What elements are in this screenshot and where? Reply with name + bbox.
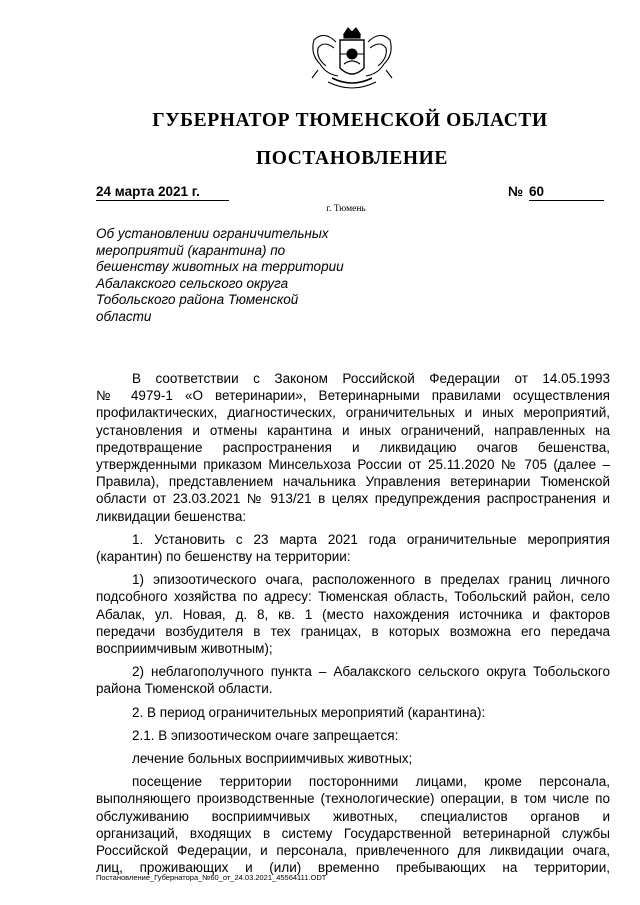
subject-line: мероприятий (карантина) по: [96, 242, 286, 258]
body-line: района Тюменской области.: [96, 681, 273, 697]
clause-2-1-item-visits: [96, 773, 610, 876]
preamble-paragraph: [96, 370, 610, 525]
body-line: посещение территории посторонними лицами, кроме персонала,: [132, 774, 610, 790]
body-line: 1. Установить с 23 марта 2021 года ограничительные мероприятия: [132, 531, 610, 547]
file-name-footer: Постановление_Губернатора_№60_от_24.03.2021_45564111.ODT: [96, 873, 327, 882]
body-line: 2.1. В эпизоотическом очаге запрещается:: [132, 727, 399, 743]
body-line: ликвидации бешенства:: [96, 508, 247, 524]
body-line: лиц, проживающих и (или) временно пребывающих на территории,: [96, 860, 610, 876]
body-line: № 4979-1 «О ветеринарии», Ветеринарными правилами осуществления: [96, 388, 610, 404]
document-number: 60: [529, 184, 604, 201]
document-date: 24 марта 2021 г.: [96, 184, 229, 201]
clause-1-item-1: [96, 571, 610, 657]
clause-2: [96, 704, 610, 721]
body-line: восприимчивым животным);: [96, 641, 273, 657]
subject-line: области: [96, 308, 152, 324]
clause-1-item-2: [96, 663, 610, 697]
body-line: 2. В период ограничительных мероприятий (карантина):: [132, 704, 486, 720]
body-line: 1) эпизоотического очага, расположенного в пределах границ личного: [132, 572, 610, 588]
subject-line: Об установлении ограничительных: [96, 226, 329, 241]
subject-line: Тобольского района Тюменской: [96, 292, 299, 307]
body-line: обслуживанию восприимчивых животных, специалистов органов и: [96, 808, 610, 824]
body-line: Российской Федерации, и персонала, привлеченного для ликвидации очага,: [96, 843, 610, 859]
document-type-title: ПОСТАНОВЛЕНИЕ: [255, 148, 449, 169]
body-line: Абалак, ул. Новая, д. 8, кв. 1 (место нахождения источника и факторов: [96, 606, 610, 622]
body-line: установления и отмены карантина и иных ограничений, направленных на: [96, 422, 610, 438]
city-of-issue: г. Тюмень: [326, 204, 366, 214]
document-body: [96, 370, 610, 876]
subject-line: бешенству животных на территории: [96, 259, 344, 274]
body-line: области от 23.03.2021 № 913/21 в целях предупреждения распространения и: [96, 491, 610, 507]
body-line: профилактических, диагностических, ограничительных и иных мероприятий,: [96, 405, 610, 421]
body-line: В соответствии с Законом Российской Федерации от 14.05.1993: [132, 371, 610, 386]
body-line: (карантин) по бешенству на территории:: [96, 549, 351, 565]
subject-line: Абалакского сельского округа: [96, 275, 289, 291]
clause-2-1: [96, 727, 610, 744]
body-line: утвержденными приказом Минсельхоза России от 25.11.2020 № 705 (далее –: [96, 457, 610, 473]
body-line: передачи возбудителя в тех границах, в которых возможна его передача: [96, 623, 610, 639]
document-subject: [96, 226, 386, 325]
body-line: предотвращение распространения и ликвидацию очагов бешенства,: [96, 439, 610, 455]
body-line: лечение больных восприимчивых животных;: [132, 751, 413, 767]
body-line: организаций, входящих в систему Государственной ветеринарной службы: [96, 825, 610, 841]
body-line: выполняющего производственные (технологические) операции, в том числе по: [96, 791, 610, 807]
body-line: 2) неблагополучного пункта – Абалакского сельского округа Тобольского: [132, 664, 610, 680]
clause-2-1-item-treatment: [96, 750, 610, 767]
body-line: подсобного хозяйства по адресу: Тюменская область, Тобольский район, село: [96, 589, 610, 605]
clause-1: [96, 531, 610, 565]
document-number-label: №: [508, 184, 524, 199]
body-line: Правила), представлением начальника Управления ветеринарии Тюменской: [96, 474, 610, 490]
issuing-authority: ГУБЕРНАТОР ТЮМЕНСКОЙ ОБЛАСТИ: [152, 110, 548, 131]
coat-of-arms-icon: [308, 24, 396, 96]
